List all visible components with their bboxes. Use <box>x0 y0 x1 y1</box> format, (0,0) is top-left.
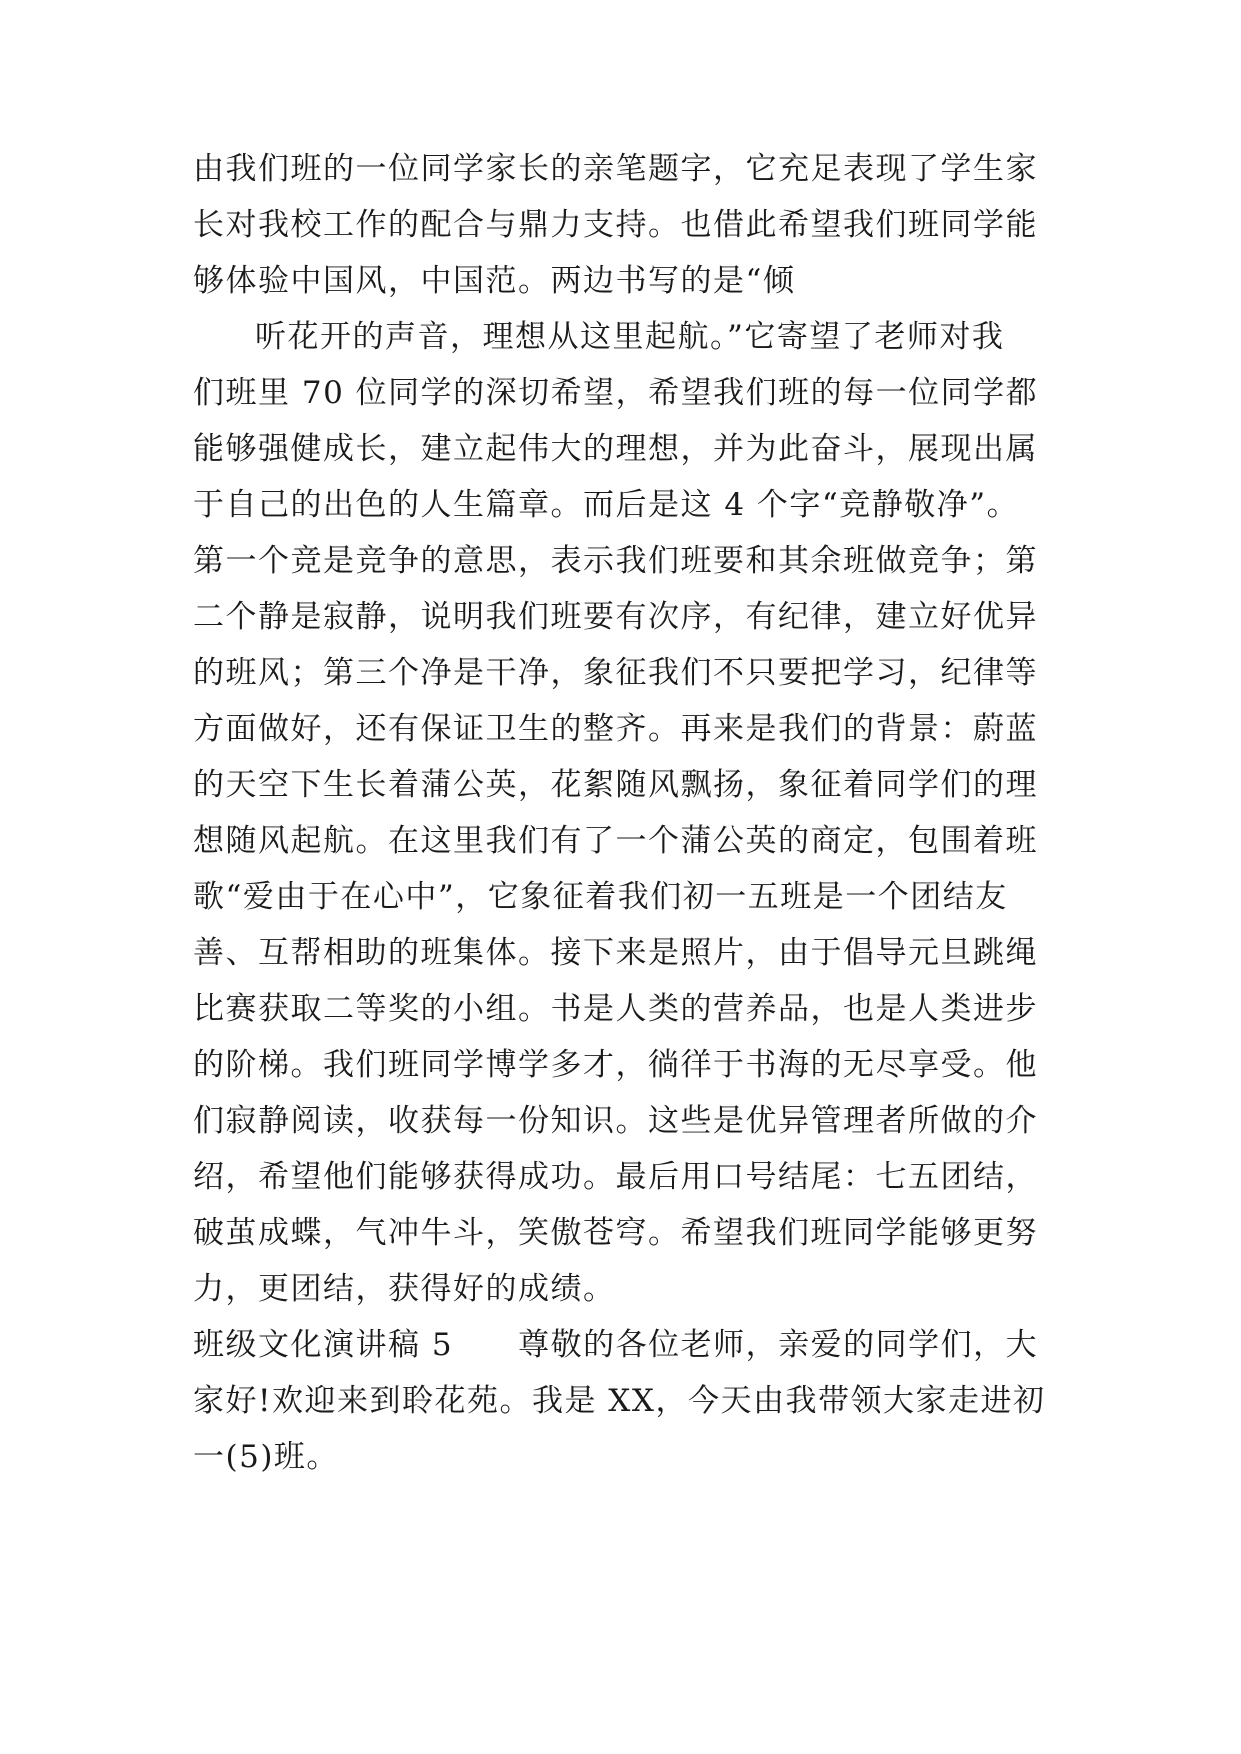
document-body <box>193 141 1053 1485</box>
text-line: 善、互帮相助的班集体。接下来是照片，由于倡导元旦跳绳 <box>193 935 1038 971</box>
text-line: 二个静是寂静，说明我们班要有次序，有纪律，建立好优异 <box>193 599 1038 635</box>
text-line: 方面做好，还有保证卫生的整齐。再来是我们的背景：蔚蓝 <box>193 711 1038 747</box>
text-line: 比赛获取二等奖的小组。书是人类的营养品，也是人类进步 <box>193 991 1038 1027</box>
text-line: 于自己的出色的人生篇章。而后是这 4 个字“竞静敬净”。 <box>193 487 1020 523</box>
text-line: 想随风起航。在这里我们有了一个蒲公英的商定，包围着班 <box>193 823 1038 859</box>
text-line: 力，更团结，获得好的成绩。 <box>193 1271 616 1307</box>
text-line: 长对我校工作的配合与鼎力支持。也借此希望我们班同学能 <box>193 207 1038 243</box>
text-line: 能够强健成长，建立起伟大的理想，并为此奋斗，展现出属 <box>193 431 1038 467</box>
text-line: 们班里 70 位同学的深切希望，希望我们班的每一位同学都 <box>193 375 1039 411</box>
text-line: 第一个竞是竞争的意思，表示我们班要和其余班做竞争；第 <box>193 543 1038 579</box>
text-line: 绍，希望他们能够获得成功。最后用口号结尾：七五团结， <box>193 1159 1038 1195</box>
text-line: 的阶梯。我们班同学博学多才，徜徉于书海的无尽享受。他 <box>193 1047 1038 1083</box>
text-line: 破茧成蝶，气冲牛斗，笑傲苍穹。希望我们班同学能够更努 <box>193 1215 1038 1251</box>
text-line: 由我们班的一位同学家长的亲笔题字，它充足表现了学生家 <box>193 151 1038 187</box>
text-line: 够体验中国风，中国范。两边书写的是“倾 <box>193 263 796 299</box>
text-line: 的班风；第三个净是干净，象征我们不只要把学习，纪律等 <box>193 655 1038 691</box>
text-line: 一(5)班。 <box>193 1439 339 1475</box>
text-line: 听花开的声音，理想从这里起航。”它寄望了老师对我 <box>255 319 1005 355</box>
text-line: 的天空下生长着蒲公英，花絮随风飘扬，象征着同学们的理 <box>193 767 1038 803</box>
text-line: 歌“爱由于在心中”，它象征着我们初一五班是一个团结友 <box>193 879 1008 915</box>
text-line: 家好!欢迎来到聆花苑。我是 XX，今天由我带领大家走进初 <box>193 1383 1046 1419</box>
section-heading-line: 班级文化演讲稿 5 尊敬的各位老师，亲爱的同学们，大 <box>193 1327 1039 1363</box>
text-line: 们寂静阅读，收获每一份知识。这些是优异管理者所做的介 <box>193 1103 1038 1139</box>
